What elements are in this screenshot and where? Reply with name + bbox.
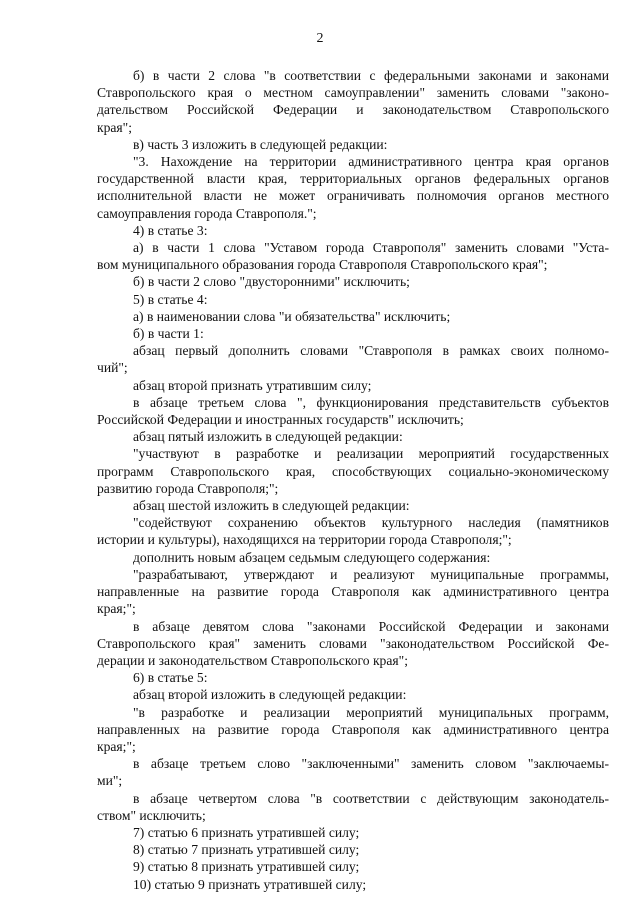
text-line: направленных на развитие города Ставрополя как административного центра [97,721,609,737]
text-line: развитию города Ставрополя;"; [97,480,279,496]
paragraph [97,342,609,376]
text-line: б) в части 1: [133,326,204,342]
paragraph [97,136,609,153]
text-line: истории и культуры), находящихся на территории города Ставрополя;"; [97,532,512,548]
text-line: 10) статью 9 признать утратившей силу; [133,876,367,892]
text-line: вом муниципального образования города Ставрополя Ставропольского края"; [97,257,548,273]
paragraph [97,222,609,239]
paragraph [97,618,609,670]
text-line: а) в наименовании слова "и обязательства" исключить; [133,308,451,324]
text-line: абзац второй изложить в следующей редакции: [133,687,407,703]
page-number: 2 [316,31,324,46]
text-line: дерации и законодательством Ставропольского края"; [97,652,408,668]
text-line: "разрабатывают, утверждают и реализуют муниципальные программы, [133,566,609,582]
text-line: в абзаце четвертом слова "в соответствии с действующим законодатель- [133,790,609,806]
text-line: программ Ставропольского края, способствующих социально-экономическому [97,463,609,479]
text-line: 7) статью 6 признать утратившей силу; [133,824,360,840]
text-line: Ставропольского края" заменить словами "законодательством Российской Фе- [97,635,609,651]
text-line: 9) статью 8 признать утратившей силу; [133,859,360,875]
paragraph [97,239,609,273]
text-line: направленные на развитие города Ставрополя как административного центра [97,584,609,600]
text-line: 4) в статье 3: [133,222,208,238]
paragraph [97,790,609,824]
text-line: 5) в статье 4: [133,291,208,307]
paragraph [97,153,609,222]
text-line: б) в части 2 слово "двусторонними" исключить; [133,274,410,290]
paragraph [97,858,609,875]
paragraph [97,841,609,858]
paragraph [97,325,609,342]
text-line: в абзаце девятом слова "законами Российской Федерации и законами [133,618,609,634]
paragraph [97,428,609,445]
text-line: края;"; [97,738,136,754]
text-line: края;"; [97,601,136,617]
text-line: дательством Российской Федерации и законодательством Ставропольского [97,102,609,118]
text-line: ми"; [97,773,123,789]
text-line: государственной власти края, территориальных органов федеральных органов [97,171,609,187]
text-line: самоуправления города Ставрополя."; [97,205,317,221]
text-line: в абзаце третьем слова ", функционирования представительств субъектов [133,394,609,410]
text-line: 8) статью 7 признать утратившей силу; [133,842,360,858]
text-line: исполнительной власти не может ограничивать полномочия органов местного [97,188,609,204]
text-line: Ставропольского края о местном самоуправлении" заменить словами "законо- [97,85,609,101]
paragraph [97,445,609,497]
text-line: "3. Нахождение на территории административного центра края органов [133,154,609,170]
paragraph [97,876,609,893]
paragraph [97,704,609,756]
document-body [97,67,609,893]
text-line: в абзаце третьем слово "заключенными" заменить словом "заключаемы- [133,756,609,772]
paragraph [97,308,609,325]
text-line: "в разработке и реализации мероприятий муниципальных программ, [133,704,609,720]
text-line: "содействуют сохранению объектов культурного наследия (памятников [133,515,609,531]
paragraph [97,686,609,703]
paragraph [97,669,609,686]
text-line: края"; [97,119,133,135]
text-line: а) в части 1 слова "Уставом города Ставрополя" заменить словами "Уста- [133,240,609,256]
text-line: "участвуют в разработке и реализации мероприятий государственных [133,446,609,462]
paragraph [97,377,609,394]
text-line: 6) в статье 5: [133,670,208,686]
paragraph [97,755,609,789]
text-line: ством" исключить; [97,807,206,823]
paragraph [97,67,609,136]
paragraph [97,291,609,308]
text-line: чий"; [97,360,128,376]
text-line: абзац пятый изложить в следующей редакции: [133,429,403,445]
text-line: в) часть 3 изложить в следующей редакции: [133,136,388,152]
paragraph [97,273,609,290]
text-line: абзац первый дополнить словами "Ставрополя в рамках своих полномо- [133,343,609,359]
text-line: Российской Федерации и иностранных государств" исключить; [97,412,464,428]
paragraph [97,514,609,548]
paragraph [97,394,609,428]
text-line: абзац второй признать утратившим силу; [133,377,372,393]
paragraph [97,824,609,841]
text-line: дополнить новым абзацем седьмым следующего содержания: [133,549,491,565]
paragraph [97,497,609,514]
paragraph [97,549,609,566]
paragraph [97,566,609,618]
text-line: б) в части 2 слова "в соответствии с федеральными законами и законами [133,68,609,83]
text-line: абзац шестой изложить в следующей редакции: [133,498,410,514]
